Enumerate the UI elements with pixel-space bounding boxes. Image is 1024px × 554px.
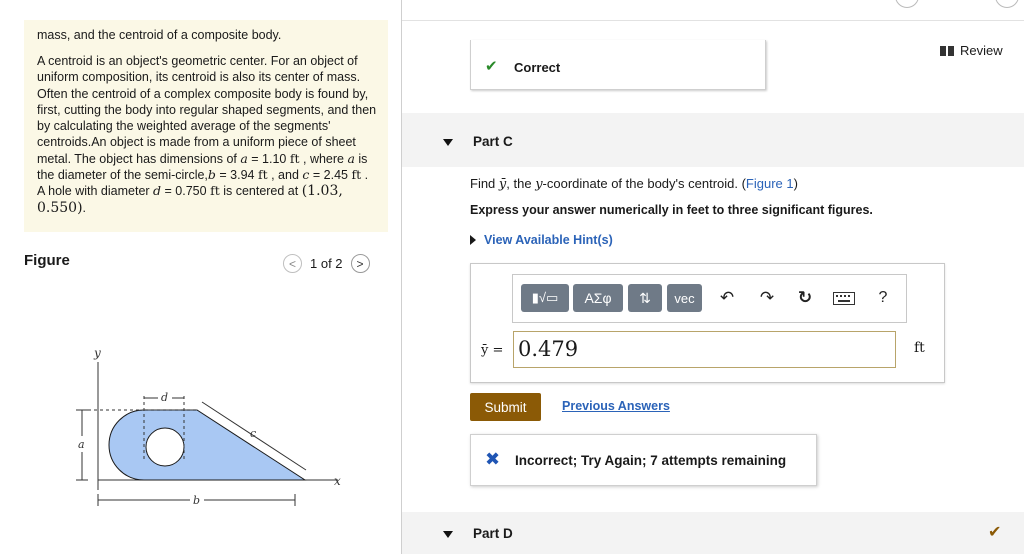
input-label: ȳ = (481, 343, 504, 358)
figure-pager (283, 254, 370, 273)
check-icon: ✔ (485, 58, 498, 75)
value-a: = 1.10 (247, 151, 290, 166)
value-c: = 2.45 (309, 168, 352, 183)
dim-c-label: c (250, 427, 257, 440)
unit-ft: ft (289, 150, 300, 166)
value-d: = 0.750 (161, 184, 211, 199)
keyboard-glyph (833, 292, 855, 305)
math-toolbar (512, 274, 907, 323)
unit-ft: ft (351, 167, 362, 183)
unit-label: ft (914, 340, 925, 356)
dim-b-label: b (193, 494, 201, 507)
y-axis-label: y (94, 346, 101, 360)
previous-answers-link[interactable]: Previous Answers (562, 399, 670, 413)
triangle-right-icon (470, 235, 476, 245)
var-a: a (240, 150, 248, 166)
intro-text: , where (299, 151, 348, 166)
dim-a-label: a (78, 438, 85, 451)
arrows-button[interactable]: ⇅ (628, 284, 662, 312)
question-text (470, 176, 798, 192)
y-symbol: y (535, 177, 543, 192)
figure-link[interactable]: Figure 1 (745, 176, 794, 191)
x-axis-label: x (334, 474, 341, 488)
reset-icon[interactable]: ↻ (797, 288, 813, 307)
hint-toggle[interactable] (470, 233, 613, 247)
top-nav-button[interactable] (995, 0, 1019, 8)
problem-intro (24, 20, 388, 232)
sheet-metal-shape (109, 410, 305, 480)
undo-icon[interactable]: ↶ (719, 288, 735, 307)
greek-button[interactable]: ΑΣφ (573, 284, 623, 312)
composite-body-figure (60, 340, 360, 515)
top-nav-button[interactable] (895, 0, 919, 8)
intro-text: . A hole with diameter (37, 168, 369, 199)
caret-down-icon[interactable] (443, 139, 453, 146)
instruction-text: Express your answer numerically in feet to three significant figures. (470, 203, 873, 217)
unit-ft: ft (210, 183, 220, 199)
chevron-right-icon[interactable]: > (351, 254, 370, 273)
intro-line0: mass, and the centroid of a composite body. (37, 28, 282, 42)
intro-text: A centroid is an object's geometric center. For an object of uniform composition, its centroid is also its center of mass. Often the centroid of a complex composite body is found by, first, cutting the body into regular shaped segments, and then by calculating the weighted average of the segments' centroids.An object is made from a uniform piece of sheet metal. The object has dimensions of (37, 54, 377, 166)
ybar-symbol: ȳ (498, 177, 507, 192)
hint-label: View Available Hint(s) (484, 233, 613, 247)
chevron-left-icon[interactable]: < (283, 254, 302, 273)
question-end: ) (793, 176, 798, 191)
intro-text: , and (267, 168, 303, 183)
intro-text: is centered at (219, 184, 302, 199)
question-prefix: Find (470, 176, 499, 191)
book-icon (940, 46, 954, 56)
unit-ft: ft (257, 167, 268, 183)
feedback-message: Incorrect; Try Again; 7 attempts remaining (515, 453, 787, 468)
answer-input[interactable]: 0.479 (513, 331, 896, 368)
question-mid: , the (506, 176, 536, 191)
submit-button[interactable]: Submit (470, 393, 541, 421)
hole-center: (1.03, 0.550) (37, 183, 343, 216)
question-mid2: -coordinate of the body's centroid. ( (542, 176, 746, 191)
figure-page-count: 1 of 2 (310, 256, 343, 271)
var-c: c (302, 167, 310, 183)
prior-part-status (470, 40, 766, 90)
column-divider (401, 0, 402, 554)
redo-icon[interactable]: ↷ (759, 288, 775, 307)
figure-title: Figure (24, 252, 70, 269)
intro-text: is the diameter of the semi-circle, (37, 151, 368, 183)
top-divider (402, 20, 1024, 21)
intro-paragraph (37, 53, 377, 216)
var-b: b (207, 167, 216, 183)
x-icon: ✖ (485, 449, 501, 469)
check-icon: ✔ (988, 524, 1002, 541)
vec-button[interactable]: vec (667, 284, 702, 312)
part-c-label: Part C (473, 134, 513, 149)
correct-label: Correct (514, 60, 561, 75)
hole (146, 428, 184, 466)
review-link[interactable] (940, 43, 1003, 58)
keyboard-icon[interactable] (831, 284, 857, 312)
intro-text: . (82, 200, 87, 215)
caret-down-icon[interactable] (443, 531, 453, 538)
help-button[interactable]: ? (878, 289, 888, 306)
dim-d-label: d (161, 391, 169, 404)
part-d-label: Part D (473, 526, 513, 541)
templates-button[interactable]: ▮√▭ (521, 284, 569, 312)
feedback-box (470, 434, 817, 486)
value-b: = 3.94 (215, 168, 258, 183)
var-d: d (153, 183, 162, 199)
var-a: a (347, 150, 355, 166)
review-label: Review (960, 43, 1003, 58)
